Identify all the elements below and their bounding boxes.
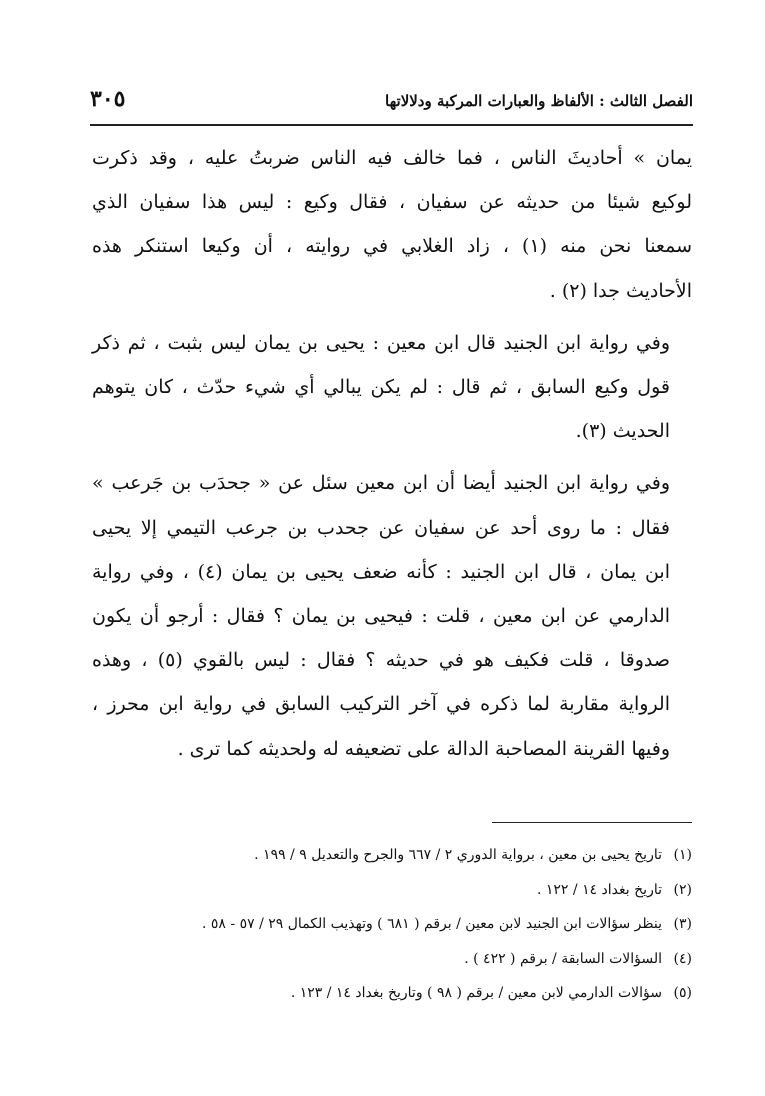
- footnotes-divider: [492, 822, 692, 823]
- text-line: سمعنا نحن منه (١) ، زاد الغلابي في روايته ، أن وكيعا استنكر هذه: [92, 235, 692, 258]
- text-line: فقال : ما روى أحد عن سفيان عن جحدب بن جرعب التيمي إلا يحيى: [92, 516, 670, 539]
- footnote-text: السؤالات السابقة / برقم ( ٤٢٢ ) .: [464, 950, 662, 967]
- paragraph-1: [92, 136, 692, 313]
- text-line: الدارمي عن ابن معين ، قلت : فيحيى بن يمان ؟ فقال : أرجو أن يكون: [92, 605, 670, 628]
- footnote-text: سؤالات الدارمي لابن معين / برقم ( ٩٨ ) وتاريخ بغداد ١٤ / ١٢٣ .: [290, 985, 662, 1001]
- paragraph-3: [92, 461, 692, 770]
- text-line: صدوقا ، قلت فكيف هو في حديثه ؟ فقال : ليس بالقوي (٥) ، وهذه: [92, 649, 670, 672]
- text-line: لوكيع شيئا من حديثه عن سفيان ، فقال وكيع : ليس هذا سفيان الذي: [92, 191, 692, 214]
- footnote-3: [92, 907, 692, 942]
- header-divider: [90, 124, 693, 126]
- main-text: [92, 136, 692, 779]
- footnote-text: تاريخ يحيى بن معين ، برواية الدوري ٢ / ٦٦٧ والجرح والتعديل ٩ / ١٩٩ .: [254, 847, 662, 863]
- footnote-number: (١): [673, 847, 692, 863]
- text-line: يمان » أحاديثَ الناس ، فما خالف فيه الناس ضربتُ عليه ، وقد ذكرت: [92, 147, 692, 169]
- text-line: وفي رواية ابن الجنيد أيضا أن ابن معين سئل عن « جحدَب بن جَرعب »: [92, 472, 670, 495]
- footnote-number: (٣): [673, 916, 692, 932]
- footnote-text: تاريخ بغداد ١٤ / ١٢٢ .: [536, 881, 662, 898]
- footnote-4: [92, 942, 692, 977]
- footnote-2: [92, 873, 692, 908]
- footnote-number: (٤): [673, 950, 692, 967]
- running-title: الفصل الثالث : الألفاظ والعبارات المركبة ودلالاتها: [385, 92, 693, 110]
- footnotes: [92, 838, 692, 1011]
- text-line: الحديث (٣).: [575, 420, 670, 443]
- footnote-1: [92, 838, 692, 873]
- text-line: قول وكيع السابق ، ثم قال : لم يكن يبالي أي شيء حدّث ، كان يتوهم: [92, 376, 670, 399]
- text-line: ابن يمان ، قال ابن الجنيد : كأنه ضعف يحيى بن يمان (٤) ، وفي رواية: [92, 560, 670, 583]
- footnote-number: (٥): [673, 985, 692, 1001]
- text-line: وفيها القرينة المصاحبة الدالة على تضعيفه له ولحديثه كما ترى .: [177, 737, 670, 760]
- page-number: ٣٠٥: [90, 86, 126, 112]
- page-header: [90, 86, 693, 122]
- paragraph-2: [92, 321, 692, 454]
- footnote-number: (٢): [673, 881, 692, 898]
- text-line: الأحاديث جدا (٢) .: [549, 279, 692, 302]
- text-line: وفي رواية ابن الجنيد قال ابن معين : يحيى بن يمان ليس بثبت ، ثم ذكر: [92, 331, 670, 354]
- footnote-text: ينظر سؤالات ابن الجنيد لابن معين / برقم ( ٦٨١ ) وتهذيب الكمال ٢٩ / ٥٧ - ٥٨ .: [202, 916, 662, 932]
- text-line: الرواية مقاربة لما ذكره في آخر التركيب السابق في رواية ابن محرز ،: [92, 693, 670, 716]
- footnote-5: [92, 976, 692, 1011]
